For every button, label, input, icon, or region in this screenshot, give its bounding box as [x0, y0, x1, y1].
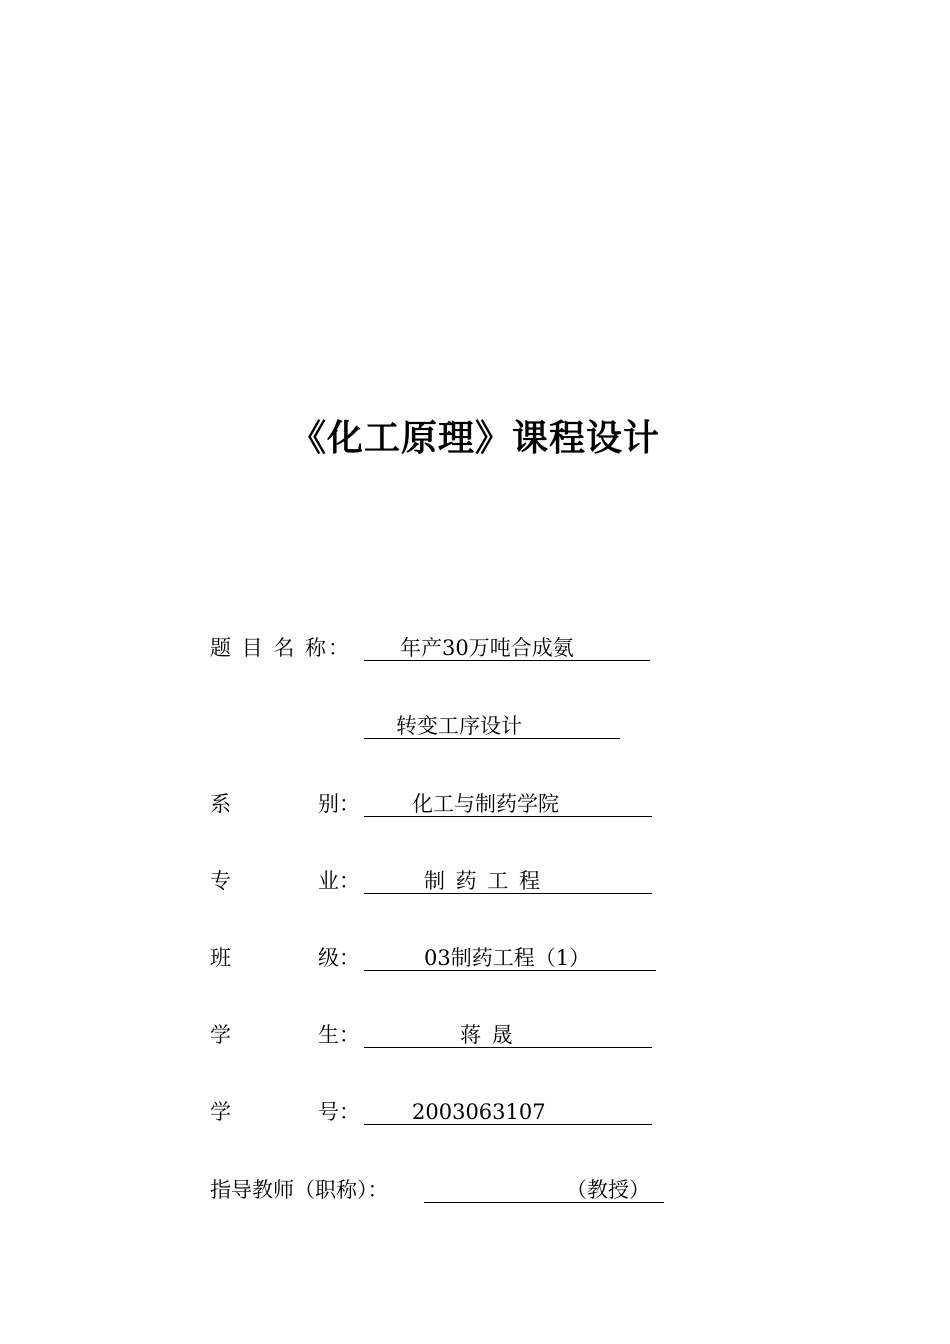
class-row: [210, 944, 670, 972]
student-row: [210, 1021, 670, 1049]
department-row: [210, 790, 670, 818]
major-value-text: 制 药 工 程: [424, 869, 543, 893]
student-id-label-b: 号：: [318, 1100, 360, 1124]
topic-value-text1: 年产30万吨合成氨: [400, 636, 574, 660]
major-label-a: 专: [210, 869, 231, 893]
topic-label: 题 目 名 称：: [210, 636, 352, 660]
student-id-value-text: 2003063107: [412, 1100, 546, 1124]
student-label-a: 学: [210, 1023, 231, 1047]
advisor-row: [210, 1176, 670, 1204]
topic-value-text2: 转变工序设计: [396, 714, 522, 738]
advisor-value: [424, 1176, 664, 1203]
topic-row: [210, 634, 670, 662]
department-label-b: 别：: [318, 792, 360, 816]
student-id-row: [210, 1098, 670, 1126]
class-label-a: 班: [210, 946, 231, 970]
class-label-b: 级：: [318, 946, 360, 970]
topic-value-line2: [364, 712, 620, 739]
class-value: [364, 944, 656, 971]
student-value-text: 蒋 晟: [460, 1023, 515, 1047]
student-label-b: 生：: [318, 1023, 360, 1047]
advisor-label: 指导教师（职称）：: [210, 1178, 389, 1202]
department-label-a: 系: [210, 792, 231, 816]
department-value: [364, 790, 652, 817]
major-row: [210, 867, 670, 895]
document-title: 《化工原理》课程设计: [289, 418, 660, 459]
student-value: [364, 1021, 652, 1048]
topic-value-line1: [364, 634, 650, 661]
major-value: [364, 867, 652, 894]
student-id-label-a: 学: [210, 1100, 231, 1124]
department-value-text: 化工与制药学院: [412, 792, 559, 816]
advisor-value-text: （教授）: [566, 1178, 650, 1202]
class-value-text: 03制药工程（1）: [424, 946, 591, 970]
major-label-b: 业：: [318, 869, 360, 893]
topic-row-2: [210, 712, 670, 740]
student-id-value: [364, 1098, 652, 1125]
